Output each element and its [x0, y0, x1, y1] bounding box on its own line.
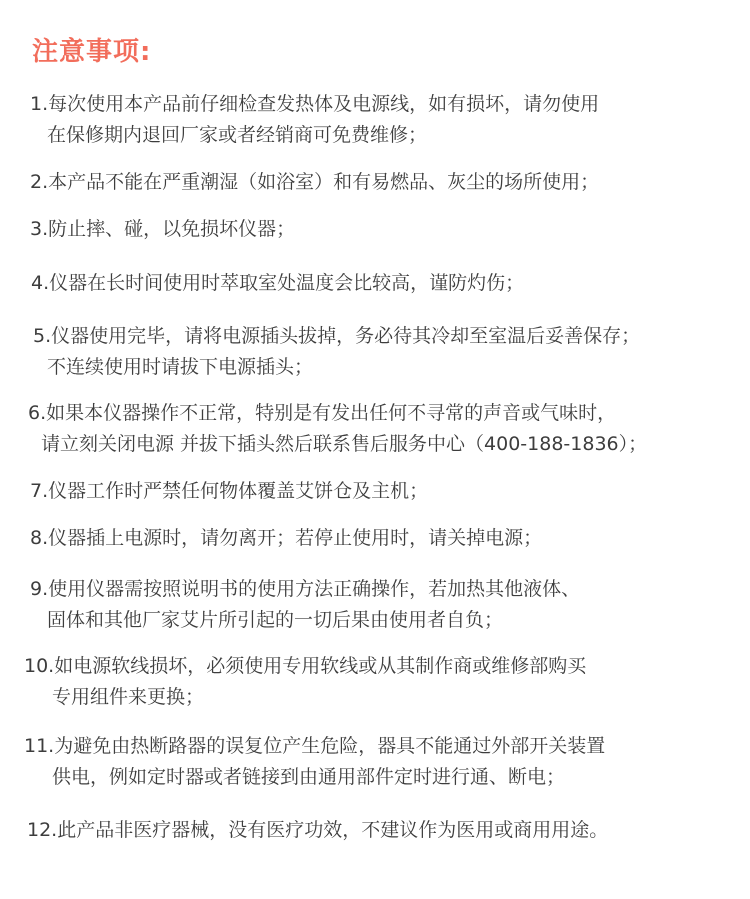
notice-item-5-line-2: 不连续使用时请拔下电源插头；: [47, 356, 314, 378]
notice-item-8-line-1: 8.仪器插上电源时，请勿离开；若停止使用时，请关掉电源；: [30, 527, 543, 549]
notice-item-7-line-1: 7.仪器工作时严禁任何物体覆盖艾饼仓及主机；: [30, 480, 429, 502]
notice-item-7: [30, 476, 428, 507]
notice-item-1: [30, 89, 599, 151]
notice-item-6-line-2: 请立刻关闭电源 并拔下插头然后联系售后服务中心（400-188-1836）；: [41, 433, 648, 455]
notice-item-2-line-1: 2.本产品不能在严重潮湿（如浴室）和有易燃品、灰尘的场所使用；: [30, 171, 600, 193]
notice-item-11-line-2: 供电，例如定时器或者链接到由通用部件定时进行通、断电；: [52, 766, 566, 788]
notice-item-11-line-1: 11.为避免由热断路器的误复位产生危险，器具不能通过外部开关装置: [24, 735, 606, 757]
notice-item-10-line-2: 专用组件来更换；: [52, 686, 205, 708]
notice-item-12: [27, 815, 608, 846]
notice-item-10-line-1: 10.如电源软线损坏，必须使用专用软线或从其制作商或维修部购买: [24, 655, 587, 677]
notice-item-4: [31, 268, 524, 299]
notice-item-1-line-2: 在保修期内退回厂家或者经销商可免费维修；: [47, 124, 428, 146]
notice-item-9: [30, 574, 580, 636]
notice-item-1-line-1: 1.每次使用本产品前仔细检查发热体及电源线，如有损坏，请勿使用: [30, 93, 600, 115]
notice-item-6: [28, 398, 647, 460]
notice-item-9-line-2: 固体和其他厂家艾片所引起的一切后果由使用者自负；: [47, 609, 504, 631]
notice-item-2: [30, 167, 599, 198]
notice-item-3: [30, 214, 295, 245]
notice-item-4-line-1: 4.仪器在长时间使用时萃取室处温度会比较高，谨防灼伤；: [31, 272, 525, 294]
notice-item-6-line-1: 6.如果本仪器操作不正常，特别是有发出任何不寻常的声音或气味时，: [28, 402, 617, 424]
notice-item-12-line-1: 12.此产品非医疗器械，没有医疗功效，不建议作为医用或商用用途。: [27, 819, 609, 841]
notice-item-10: [24, 651, 586, 713]
notice-item-9-line-1: 9.使用仪器需按照说明书的使用方法正确操作，若加热其他液体、: [30, 578, 581, 600]
notice-item-11: [24, 731, 605, 793]
notice-item-5: [33, 321, 640, 383]
page-title: 注意事项:: [32, 37, 152, 67]
notice-item-8: [30, 523, 542, 554]
notice-item-5-line-1: 5.仪器使用完毕，请将电源插头拔掉，务必待其冷却至室温后妥善保存；: [33, 325, 641, 347]
notice-item-3-line-1: 3.防止摔、碰，以免损坏仪器；: [30, 218, 296, 240]
